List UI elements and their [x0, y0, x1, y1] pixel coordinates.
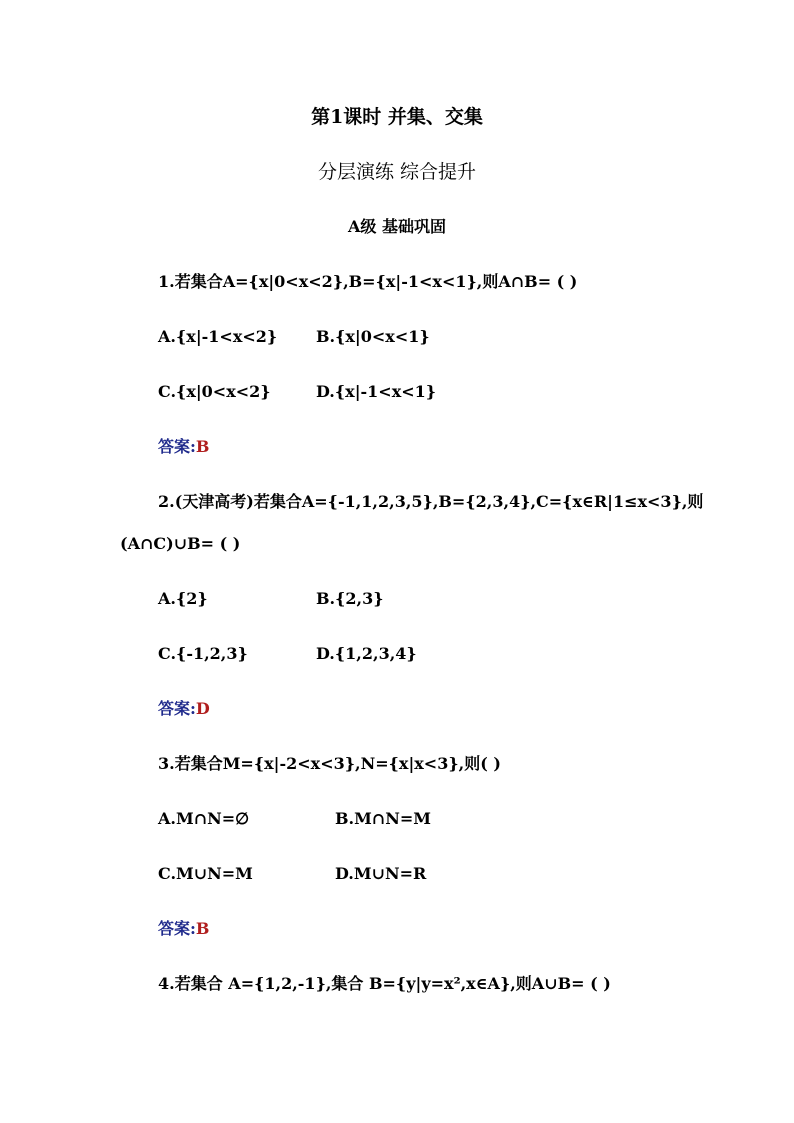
section-subtitle: 分层演练 综合提升: [317, 161, 477, 183]
question-1-option-c: C.{x|0<x<2}: [158, 382, 271, 401]
question-2-option-a: A.{2}: [158, 589, 208, 608]
question-3-option-a: A.M∩N=∅: [158, 809, 250, 828]
question-2-option-d: D.{1,2,3,4}: [316, 644, 417, 663]
question-1-answer: [158, 436, 209, 458]
question-1-stem: 1.若集合A={x|0<x<2},B={x|-1<x<1},则A∩B= ( ): [158, 272, 578, 291]
answer-label: 答案:: [158, 699, 196, 718]
question-3-stem: 3.若集合M={x|-2<x<3},N={x|x<3},则( ): [158, 754, 501, 773]
lesson-title: 第1课时 并集、交集: [311, 106, 483, 128]
question-3-answer: [158, 918, 209, 940]
question-2-stem-line-2: (A∩C)∪B= ( ): [120, 534, 241, 553]
question-1-option-b: B.{x|0<x<1}: [316, 327, 430, 346]
question-1-option-d: D.{x|-1<x<1}: [316, 382, 437, 401]
answer-label: 答案:: [158, 437, 196, 456]
question-4-stem: 4.若集合 A={1,2,-1},集合 B={y|y=x²,x∈A},则A∪B= ( ): [158, 974, 611, 993]
question-3-option-c: C.M∪N=M: [158, 864, 253, 883]
question-2-stem-line-1: 2.(天津高考)若集合A={-1,1,2,3,5},B={2,3,4},C={x∈R|1≤x<3},则: [158, 492, 704, 511]
level-heading: A级 基础巩固: [348, 217, 446, 236]
answer-value: B: [195, 437, 210, 456]
question-1-option-a: A.{x|-1<x<2}: [158, 327, 278, 346]
question-2-option-b: B.{2,3}: [316, 589, 384, 608]
answer-value: B: [195, 919, 210, 938]
question-2-answer: [158, 698, 210, 720]
question-2-option-c: C.{-1,2,3}: [158, 644, 248, 663]
answer-value: D: [195, 699, 210, 718]
answer-label: 答案:: [158, 919, 196, 938]
question-3-option-b: B.M∩N=M: [335, 809, 431, 828]
question-3-option-d: D.M∪N=R: [335, 864, 427, 883]
